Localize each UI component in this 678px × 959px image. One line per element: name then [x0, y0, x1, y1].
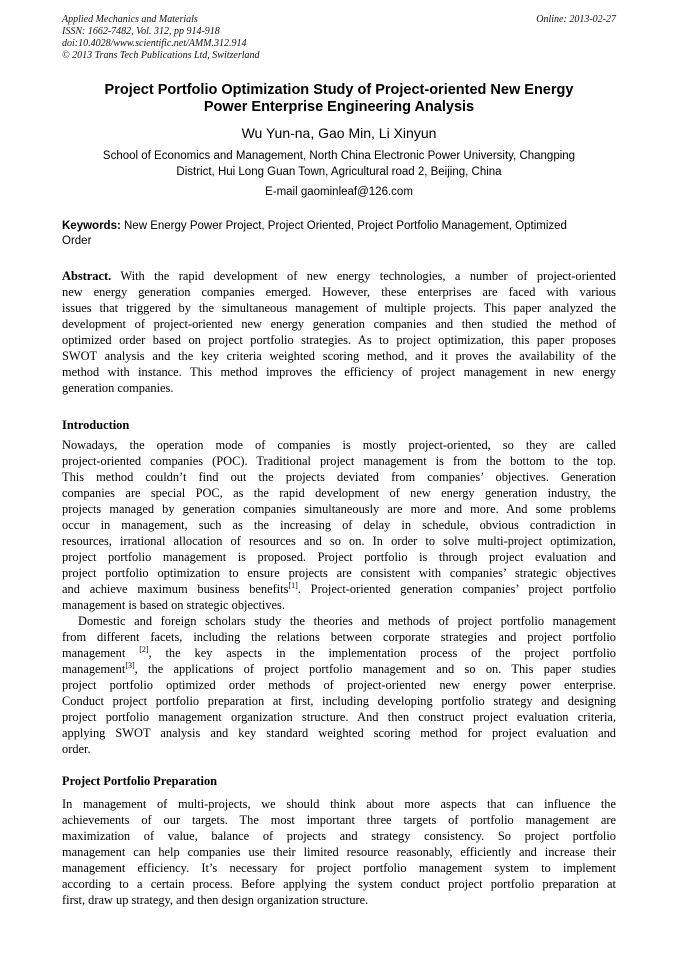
keywords-text-1: New Energy Power Project, Project Oriented, Project Portfolio Management, Optimized	[120, 220, 567, 232]
abstract-line: development of project-oriented new energy generation companies and then studied the method of	[62, 317, 616, 331]
body-line: project portfolio optimization to ensure projects are consistent with companies’ strategic objectives	[62, 566, 616, 580]
body-line: Nowadays, the operation mode of companies is mostly project-oriented, so they are called	[62, 438, 616, 452]
abstract-line: issues that triggered by the simultaneous management of multiple projects. This paper analyzed the	[62, 301, 616, 315]
abstract-line: generation companies.	[62, 381, 174, 395]
body-line	[62, 645, 616, 661]
body-line: from different facets, including the relations between corporate strategies and project portfolio	[62, 630, 616, 644]
paper-title	[62, 82, 616, 116]
author-email: E-mail gaominleaf@126.com	[265, 186, 413, 198]
body-line: order.	[62, 742, 91, 756]
citation-2: [2]	[139, 644, 149, 654]
abstract-line: optimized order based on project portfolio strategies. As to project optimization, this paper proposes	[62, 333, 616, 347]
body-line: Domestic and foreign scholars study the theories and methods of project portfolio management	[78, 614, 616, 628]
body-line: maximization of value, balance of projects and strategy consistency. So project portfolio	[62, 829, 616, 843]
body-line: This method couldn’t find out the projects deviated from companies’ objectives. Generation	[62, 470, 616, 484]
body-line: resources, irrational allocation of resources and so on. In order to solve multi-project optimization,	[62, 534, 616, 548]
abstract	[62, 268, 616, 396]
citation-3: [3]	[125, 660, 135, 670]
body-line: project portfolio management organization structure. And then construct project evaluation criteria,	[62, 710, 616, 724]
online-date: Online: 2013-02-27	[536, 14, 616, 25]
body-text: , the key aspects in the implementation process of the project portfolio	[148, 646, 616, 660]
affiliation-line-1: School of Economics and Management, North China Electronic Power University, Changping	[102, 150, 576, 162]
body-line: In management of multi-projects, we should think about more aspects that can influence the	[62, 797, 616, 811]
preparation-heading: Project Portfolio Preparation	[62, 774, 218, 788]
abstract-label: Abstract.	[62, 269, 112, 283]
body-line: applying SWOT analysis and key standard weighted scoring method for project evaluation and	[62, 726, 616, 740]
publication-info	[62, 14, 260, 62]
affiliation	[62, 148, 616, 180]
body-line: management is based on strategic objectives.	[62, 598, 285, 612]
body-line: companies are special POC, as the rapid development of new energy generation industry, the	[62, 486, 616, 500]
body-text: . Project-oriented generation companies’ project portfolio	[297, 582, 616, 596]
body-line: first, draw up strategy, and then design organization structure.	[62, 893, 369, 907]
body-line: project-oriented companies (POC). Traditional project management is from the bottom to the top.	[62, 454, 616, 468]
authors: Wu Yun-na, Gao Min, Li Xinyun	[241, 125, 437, 141]
abstract-line: SWOT analysis and the key criteria weighted scoring method, and it proves the availability of the	[62, 349, 616, 363]
body-line: achievements of our targets. The most important three targets of portfolio management are	[62, 813, 616, 827]
body-line: project portfolio optimized order methods of project-oriented new energy power enterprise.	[62, 678, 616, 692]
body-text: and achieve maximum business benefits	[62, 582, 289, 596]
doi-line: doi:10.4028/www.scientific.net/AMM.312.914	[62, 38, 247, 49]
abstract-line	[62, 268, 616, 284]
keywords	[62, 219, 616, 249]
body-line: management efficiency. It’s necessary for project portfolio management system to implement	[62, 861, 616, 875]
body-line: project portfolio management is proposed. Project portfolio is through project evaluation and	[62, 550, 616, 564]
copyright-line: © 2013 Trans Tech Publications Ltd, Switzerland	[62, 50, 260, 61]
body-line: Conduct project portfolio preparation at first, including developing portfolio strategy and designing	[62, 694, 616, 708]
title-line-1: Project Portfolio Optimization Study of Project-oriented New Energy	[104, 82, 574, 98]
affiliation-line-2: District, Hui Long Guan Town, Agricultural road 2, Beijing, China	[176, 166, 502, 178]
introduction-body	[62, 437, 616, 757]
abstract-first-text: With the rapid development of new energy technologies, a number of project-oriented	[111, 269, 616, 283]
issn-line: ISSN: 1662-7482, Vol. 312, pp 914-918	[62, 26, 220, 37]
body-line: occur in management, such as the increasing of delay in schedule, obvious contradiction in	[62, 518, 616, 532]
keywords-line-2: Order	[62, 235, 92, 247]
body-line	[62, 661, 616, 677]
preparation-body	[62, 796, 616, 908]
body-line: projects managed by generation companies simultaneously are more and more. And some problems	[62, 502, 616, 516]
body-line: according to a certain process. Before applying the system conduct project portfolio preparation at	[62, 877, 616, 891]
abstract-line: new energy generation companies emerged. However, these enterprises are faced with various	[62, 285, 616, 299]
citation-1: [1]	[288, 580, 298, 590]
journal-name: Applied Mechanics and Materials	[62, 14, 198, 25]
keywords-label: Keywords:	[62, 220, 121, 232]
abstract-line: method with instance. This method improves the efficiency of project management in new energy	[62, 365, 616, 379]
body-text: , the applications of project portfolio management and so on. This paper studies	[134, 662, 616, 676]
introduction-heading: Introduction	[62, 418, 130, 432]
body-text: management	[62, 662, 126, 676]
body-line: management can help companies use their limited resource reasonably, efficiently and increase their	[62, 845, 616, 859]
keywords-line-1	[62, 219, 616, 234]
body-text: management	[62, 646, 140, 660]
body-line	[62, 581, 616, 597]
title-line-2: Power Enterprise Engineering Analysis	[203, 99, 475, 115]
